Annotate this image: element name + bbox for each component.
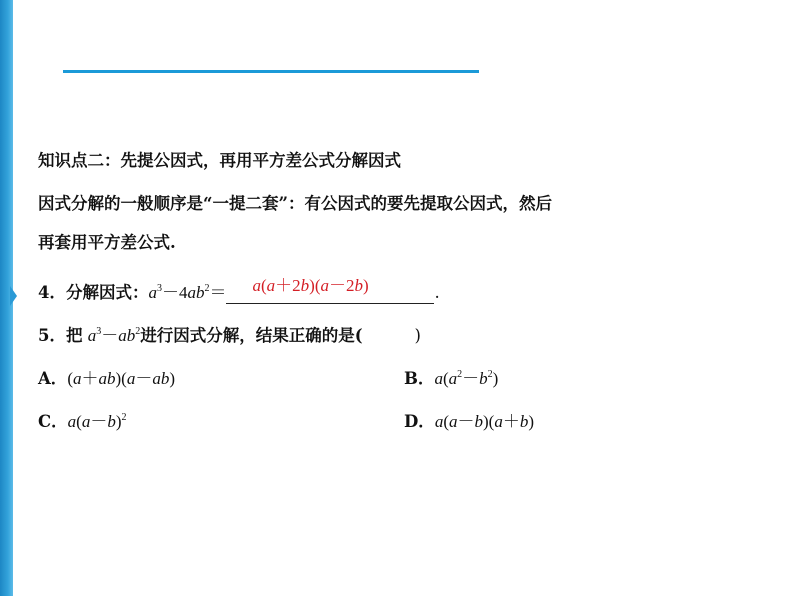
option-b-label: B． [404,369,435,388]
question-5-prefix: 5．把 [38,326,83,345]
question-4-prefix: 4．分解因式： [38,283,149,302]
option-d-label: D． [404,412,435,431]
option-d [404,411,534,433]
option-a [38,369,175,388]
options-row-1 [38,368,598,390]
question-4-suffix: . [434,283,440,302]
question-4-answer-blank [226,276,434,304]
option-b-expression: $a(a^2-b^2)$ [434,369,499,388]
question-5-expression: $a^3-ab^2$ [87,326,141,345]
question-5 [38,325,421,347]
option-c-expression: $a(a-b)^2$ [67,412,127,431]
option-c-label: C． [38,412,68,431]
left-bar-arrow [10,286,17,306]
explanation-line-2: 再套用平方差公式. [38,233,176,252]
question-4 [38,276,440,304]
explanation-line-1: 因式分解的一般顺序是“一提二套”：有公因式的要先提取公因式，然后 [38,194,552,213]
option-d-expression: a(a－b)(a＋b) [434,412,534,431]
options-row-2 [38,411,598,433]
question-4-expression: $a^3-4ab^2=$ [148,283,227,302]
option-a-expression: (a＋ab)(a－ab) [67,369,175,388]
option-b [404,368,498,390]
question-5-close-paren: ) [414,326,421,345]
question-5-text: 进行因式分解，结果正确的是( [140,326,363,345]
option-c [38,412,126,431]
option-a-label: A． [38,369,68,388]
question-4-answer: a(a＋2b)(a－2b) [252,276,369,295]
section-title: 知识点二：先提公因式，再用平方差公式分解因式 [38,151,401,170]
title-underline-rule [63,70,479,73]
